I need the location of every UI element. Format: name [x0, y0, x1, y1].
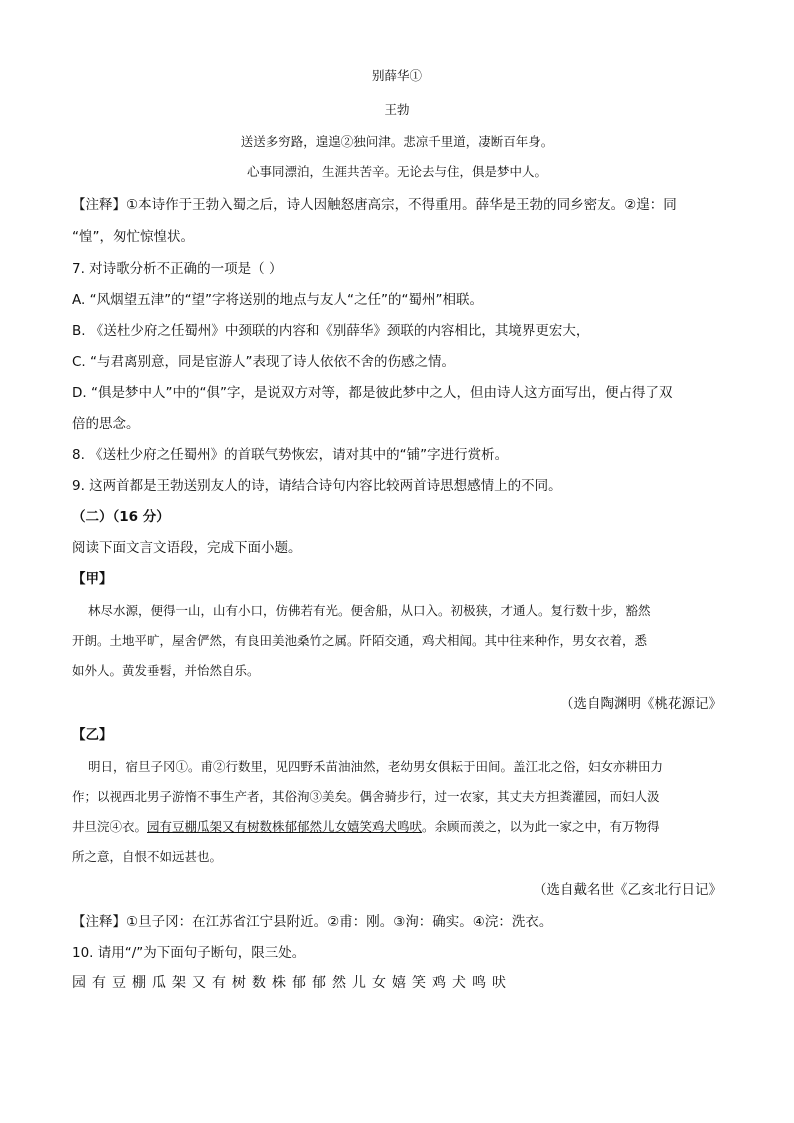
passage-yi-label: 【乙】 — [72, 727, 113, 743]
poem-title: 别薛华① — [371, 68, 422, 83]
poem-line-1: 送送多穷路，遑遑②独问津。悲凉千里道，凄断百年身。 — [240, 134, 554, 149]
question-7-option-a: A. “风烟望五津”的“望”字将送别的地点与友人“之任”的“蜀州”相联。 — [72, 292, 484, 308]
passage-jia-line-3: 如外人。黄发垂髫，并怡然自乐。 — [72, 663, 260, 678]
passage-yi-line-3-end: 。余顾而羡之，以为此一家之中，有万物得 — [422, 819, 660, 834]
question-10-stem: 10. 请用“/”为下面句子断句，限三处。 — [72, 945, 306, 961]
passage-jia-source: （选自陶渊明《桃花源记》 — [560, 696, 722, 712]
question-10-sentence: 园有豆棚瓜架又有树数株郁郁然儿女嬉笑鸡犬鸣吠 — [72, 975, 512, 991]
note-2: 【注释】①旦子冈：在江苏省江宁县附近。②甫：刚。③洵：确实。④浣：洗衣。 — [72, 914, 553, 930]
question-7-option-c: C. “与君离别意，同是宦游人”表现了诗人依依不舍的伤感之情。 — [72, 354, 455, 370]
passage-yi-line-1: 明日，宿旦子冈①。甫②行数里，见四野禾苗油油然，老幼男女俱耘于田间。盖江北之俗，妇女亦耕田力 — [88, 759, 664, 774]
note-1-line-1: 【注释】①本诗作于王勃入蜀之后，诗人因触怒唐高宗，不得重用。薛华是王勃的同乡密友。②遑：同 — [72, 197, 677, 213]
poem-author: 王勃 — [384, 102, 410, 117]
note-1-line-2: “惶”，匆忙惊惶状。 — [72, 229, 194, 245]
question-7-option-d-line-2: 倍的思念。 — [72, 416, 140, 432]
poem-line-2: 心事同漂泊，生涯共苦辛。无论去与住，俱是梦中人。 — [246, 164, 547, 179]
question-9: 9. 这两首都是王勃送别友人的诗，请结合诗句内容比较两首诗思想感情上的不同。 — [72, 478, 562, 494]
passage-jia-line-2: 开朗。土地平旷，屋舍俨然，有良田美池桑竹之属。阡陌交通，鸡犬相闻。其中往来种作，男女衣着，悉 — [72, 633, 648, 648]
section-2-heading: （二）（16 分） — [72, 509, 170, 525]
question-7-stem: 7. 对诗歌分析不正确的一项是（ ） — [72, 261, 283, 277]
section-2-intro: 阅读下面文言文语段，完成下面小题。 — [72, 540, 302, 556]
question-7-option-d-line-1: D. “俱是梦中人”中的“俱”字，是说双方对等，都是彼此梦中之人，但由诗人这方面写出，便占得了双 — [72, 385, 673, 401]
passage-jia-line-1: 林尽水源，便得一山，山有小口，仿佛若有光。便舍船，从口入。初极狭，才通人。复行数十步，豁然 — [88, 603, 651, 618]
passage-yi-line-4: 所之意，自恨不如远甚也。 — [72, 849, 223, 864]
passage-yi-line-3 — [72, 817, 660, 835]
passage-jia-label: 【甲】 — [72, 571, 113, 587]
passage-yi-source: （选自戴名世《乙亥北行日记》 — [533, 882, 722, 898]
passage-yi-line-2: 作；以视西北男子游惰不事生产者，其俗洵③美矣。偶舍骑步行，过一农家，其丈夫方担粪灌园，而妇人汲 — [72, 789, 660, 804]
passage-yi-line-3-start: 井旦浣④衣。 — [72, 819, 148, 834]
question-7-option-b: B. 《送杜少府之任蜀州》中颈联的内容和《别薛华》颈联的内容相比，其境界更宏大， — [72, 323, 590, 339]
question-8: 8. 《送杜少府之任蜀州》的首联气势恢宏，请对其中的“铺”字进行赏析。 — [72, 447, 509, 463]
underlined-sentence: 园有豆棚瓜架又有树数株郁郁然儿女嬉笑鸡犬鸣吠 — [147, 819, 423, 834]
